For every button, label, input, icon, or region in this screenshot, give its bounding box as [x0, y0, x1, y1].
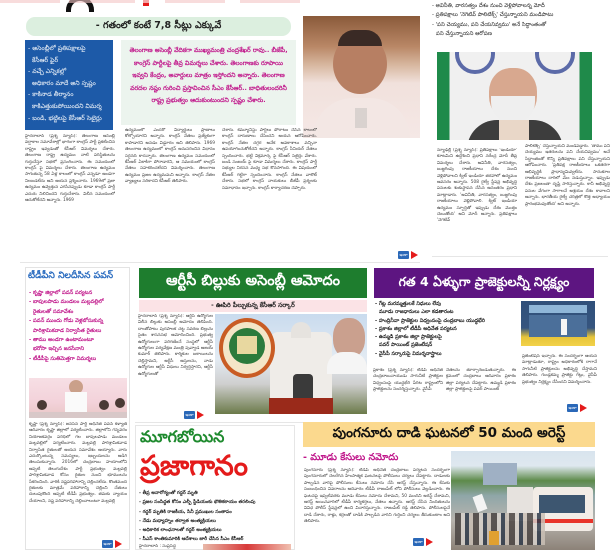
kcr-bullet: అధికారం మాదే అని స్పష్టం: [32, 79, 96, 87]
play-icon: [115, 540, 122, 548]
punganur-more-button[interactable]: [413, 537, 435, 547]
kcr-bullet: - కాకినాడ తీర్మానం: [28, 91, 74, 99]
projects-bullet: పవర్ పాయింట్ ప్రజెంటేషన్: [379, 342, 433, 349]
projects-bullet: - హంద్రినీవా ప్రాజెక్టుల విధ్వంసంపై చంద్రబాబు యుద్ధభేరి: [375, 317, 485, 324]
kcr-bullet: కాకిఎత్తుకుపోయిందని విమర్శ: [32, 102, 102, 110]
more-label: ఇంకా: [399, 252, 408, 257]
projects-bullet: - గేట్ల మరమ్మత్తులకే నిధులు లేవు: [375, 301, 442, 307]
modi-body-col1: న్యూఢిల్లీ (ప్రశ్న న్యూస్): ప్రతిపక్షాలు 'ఇండియా' కూటమిని ఉద్దేశించి ప్రధాని నరేంద్ర మోదీ తీవ్ర విమర్శలు చేశారు. అవినీతి, వారసత్వం, బుజ్జగింపు రాజకీయాలు దేశం నుంచి వెళ్లిపోవాలని క్విట్ ఇండియా తరహాలో ఉద్యమం అవసరం అన్నారు. 508 రైల్వే స్టేషన్ల అభివృద్ధి పనులకు శంకుస్థాపన చేసిన అనంతరం ప్రధాని మాట్లాడారు. 'అవినీతి, వారసత్వం, బుజ్జగింపు రాజకీయాలు వెళ్లిపోవాలి. క్విట్ ఇండియా ఉద్యమం స్ఫూర్తితో ఇప్పుడు దేశం మొత్తం చెబుతోంది' అని మోదీ అన్నారు. ప్రతిపక్షాలు 'నెగెటివ్: [437, 148, 517, 224]
pawan-bullet: భరోసా ఇచ్చిన జనసేనాని: [33, 346, 85, 353]
kcr-bullet: - అసెంబ్లీలో ప్రతిపక్షాలపై: [28, 45, 86, 52]
pawan-bullet: - బాపులపాడు మండలం మల్లవల్లిలో: [29, 299, 104, 306]
play-icon: [197, 411, 204, 419]
gaddar-bullets: [139, 489, 293, 545]
rtc-headline: ఆర్టీసీ బిల్లుకు అసెంబ్లీ ఆమోదం: [165, 273, 341, 289]
kcr-summary-box: [121, 40, 296, 125]
modi-bullets: [432, 2, 615, 52]
projects-bullet: - ప్రకాశం జిల్లాలో టీడీపీ అధినేత పర్యటన: [375, 325, 457, 332]
play-icon: [411, 251, 418, 259]
rtc-subhead: - ఊపిరి పీల్చుకున్న కేసీఆర్ సర్కార్: [211, 302, 295, 309]
more-label: ఇంకా: [414, 539, 423, 544]
rtc-body: హైదరాబాద్ (ప్రశ్న న్యూస్): ఆర్టీసీ ఉద్యోగుల విలీన బిల్లుకు అసెంబ్లీ ఆమోదం తెలిపింది. దాంతోపాటు పురపాలక చట్ట సవరణ బిల్లును సైతం శాసనసభ ఆమోదించింది. ప్రభుత్వ ఉద్యోగులుగా పరిగణించే సంస్థలో ఆర్టీసీ ఉద్యోగుల పర్యవేక్షణ మంత్రి పువ్వాడ అజయ్ కుమార్ తెలిపారు. కార్మికుల బకాయిలను చెల్లిస్తామని, ఆర్టీసీ ఆస్తులను, నాడు ఉద్యోగుల ఆర్టీసీ విధులు నిర్వర్తిస్తారని, ఆర్టీసీ ఉద్యోగులతో: [138, 314, 213, 377]
punganur-subhead: - మూడు కేసులు నమోదు: [303, 452, 399, 463]
modi-bullet: పని చేస్తున్నాయని ఆరోపణ: [436, 31, 492, 38]
pawan-bullet: పారిశ్రామికవాడ నిర్వాసిత రైతులు: [33, 327, 102, 334]
pawan-headline: టీడీపీని నిలదీసిన పవన్: [28, 270, 114, 281]
punganur-headline-band: [303, 422, 595, 447]
divider: [432, 256, 608, 257]
gaddar-bullet: - ప్రజల సంసిద్ధత కోసం ఎల్బీ స్టేడియంకు భౌతికకాయం తరలింపు: [139, 500, 256, 506]
kcr-body-col2: ఉద్యమంలో ఎందరో విద్యార్థులు ప్రాణాలు కోల్పోయారని అన్నారు. కాంగ్రెస్ నేతలు ప్రత్యేకంగా కాపాడారని అనడం విడ్డూరం అని తెలిపారు. 1969 తెలంగాణ ఉద్యమంలో కాంగ్రెస్ అనుసరించిన విధానం సరైనది కాదన్నారు. తెలంగాణ ఉద్యమం సమయంలో కేసీఆర్ ఏకాకిగా పోరాడారని, ఆ సమయంలో కాంగ్రెస్ నేతలు సహకరించలేదని విమర్శించారు. తెలంగాణ ఉద్యమం ప్రజల ఉద్యమమని అన్నారు. కాంగ్రెస్ నేతల వ్యాఖ్యలు సరికాదని కేసీఆర్ తెలిపారు.: [125, 128, 215, 185]
kcr-bullet-box: [25, 40, 113, 130]
projects-body-col3: ప్రజెంటేషన్ ఇచ్చారు. ఈ సందర్భంగా ఆయన మాట్లాడుతూ, రాష్ట్రం అధికారంలోకి రాగానే సాగునీటి ప్రాజెక్టులను అభివృద్ధి చేస్తామని తెలిపారు. గుండ్లకమ్మ ప్రాజెక్టు గేట్లు, వైసీపీ ప్రభుత్వం నిర్లక్ష్యం చేసిందని విమర్శించారు.: [522, 354, 597, 385]
more-label: ఇంకా: [568, 405, 577, 410]
gaddar-bullet: - సీఎస్ శాంతికుమారికి ఆదేశాలు జారీ చేసిన సీఎం కేసీఆర్: [139, 537, 244, 543]
projects-bullet: మూడు రాజధానులు ఎలా కడతారంట: [379, 309, 454, 316]
punganur-body: పుంగనూరు (ప్రశ్న న్యూస్): టీడీపీ అధినేత చంద్రబాబు పర్యటన సందర్భంగా పుంగనూరులో చెలరేగిన హింసాత్మక ఘటనలపై పోలీసులు చర్యలు చేపట్టారు. దాడులకు పాల్పడిన వారిపై పోలీసులు కేసులు నమోదు చేసి అరెస్ట్ చేస్తున్నారు. ఈ కేసుకు సంబంధించిన వివరాలను ఆదివారం టీడీపీ రాజంపేట్ లోని పోలీసులు వెల్లడించారు. ఈ ఘటనపై ఇప్పటివరకు మూడు కేసులు నమోదు చేశామని, 50 మందిని అరెస్ట్ చేశామని, అరెస్ట్ అయినవారిలో టీడీపీ కార్యకర్తలు, నేతలు ఉన్నారు. అరెస్ట్ చేసిన నిందితులను వివిధ పోలీస్ స్టేషన్లలో ఉంచి విచారిస్తున్నారు. రాజంపేట్ రెడ్డి తెలిపారు. పోలీసులపైనే దాడి చేశారు, రాళ్లు, కర్రలతో దాడికి పాల్పడిన వారిని గుర్తించి చర్యలు తీసుకుంటాం అని తెలిపారు.: [304, 468, 450, 525]
pawan-more-button[interactable]: [102, 539, 124, 549]
pawan-body: కృష్ణా (ప్రశ్న న్యూస్): జనసేన పార్టీ అధినేత పవన్ కళ్యాణ్ ఆదివారం కృష్ణా జిల్లాలో పర్యటించారు. జిల్లాలోని గన్నవరం నియోజకవర్గం పరిధిలో గల బాపులపాడు మండలం మల్లవల్లిలో పర్యటించారు. మల్లవల్లి పారిశ్రామికవాడ నిర్వాసిత రైతులతో ఆయన సమావేశం అయ్యారు. వారు ఎదుర్కొంటున్న సమస్యలు, ఇబ్బందులను అడిగి తెలుసుకున్నారు. 2016లో చంద్రబాబు హయాంలోని అప్పటి తెలుగుదేశం పార్టీ ప్రభుత్వం మల్లవల్లి పారిశ్రామికవాడ కోసం రైతుల నుంచి భూములను సేకరించింది. వారికి నష్టపరిహారాన్ని చెల్లించలేదు. కొంతమంది రైతులకు మాత్రమే పరిహారాన్ని చెల్లించి చేతులు దులుపుకొంది అప్పటి టీడీపీ ప్రభుత్వం. తమకు న్యాయం చేయాలని, నష్ట పరిహారాన్ని చెల్లించాలంటూ మల్లవల్లి: [29, 422, 127, 504]
projects-bullet: - వైసీపీ సర్కారుపై విమర్శనాస్త్రాలు: [375, 350, 442, 357]
gaddar-bullet: - అధికారిక లాంఛనాలతో గద్దర్ అంత్యక్రియలు: [139, 528, 222, 534]
kcr-photo: [303, 16, 420, 138]
rtc-subhead-band: [139, 300, 367, 312]
pawan-bullets: [29, 289, 129, 364]
rtc-more-button[interactable]: [184, 410, 206, 420]
gaddar-bullet: - గద్దర్ మృతికి రాజకీయ, సినీ ప్రముఖుల సంతాపం: [139, 509, 232, 515]
divider: [20, 262, 420, 263]
rtc-headline-band: [139, 268, 367, 298]
pawan-bullet: - పవన్ ముందు గోడు వెళ్లబోసుకున్న: [29, 318, 104, 325]
gaddar-photo: [203, 544, 291, 550]
kcr-body-col1: హైదరాబాద్ (ప్రశ్న న్యూస్): తెలంగాణ అసెంబ్లీ వర్షాకాల సమావేశాల్లో భాగంగా కాంగ్రెస్ పార్టీ ప్రకటించిన రాష్ట్రం ఇవ్వడంతో కేసీఆర్ విమర్శలు చేశారు. తెలంగాణ రాష్ట్ర ఉద్యమం నాటి పరిస్థితులను గుర్తుచేస్తూ సభలో ప్రసంగించారు. ఈ సమయంలో కాంగ్రెస్ పై విమర్శలు చేశారు. తెలంగాణ ఉద్యమం సాగుతున్న 58 ఏళ్ల కాలంలో కాంగ్రెస్ ఎన్నడూ అండగా నిలబడలేదు అని ఆయన ప్రశ్నించారు. 1969లో ప్రజా ఉద్యమం ఉవ్వెత్తున ఎగసినప్పుడు కూడా కాంగ్రెస్ పార్టీ ఎదురు నిలిచిందని గుర్తుచేశారు. విలీన సమయంలో ఆదుకోలేదని అన్నారు. 1969: [25, 134, 115, 204]
projects-headline-band: [374, 268, 594, 298]
projects-photo: [521, 301, 595, 346]
pawan-bullet: - తాము అండగా ఉంటామంటూ: [29, 337, 94, 344]
modi-bullet: - అవినీతి, వారసత్వం దేశం నుంచి వెళ్లిపోవాలన్న మోదీ: [432, 3, 545, 9]
play-icon: [580, 404, 587, 412]
pawan-photo: [29, 378, 127, 418]
gaddar-bullet: - తీవ్ర అనారోగ్యంతో గద్దర్ మృతి: [139, 491, 198, 496]
modi-bullet: - 'పని చెయ్యము, పని చేయనివ్వము' అనే సిద్ధాంతంతో: [432, 21, 547, 28]
modi-photo: [437, 52, 592, 140]
punganur-photo: [451, 451, 595, 550]
modi-body-col2: పాలిటిక్స్' చేస్తున్నాయని మండిపడ్డారు. 'తాము పని చెయ్యము ఇతరులను పని చేయనివ్వము' అనే సిద్ధాంతంతో కొన్ని ప్రతిపక్షాలు పని చేస్తున్నాయని ఆరోపించారు. 'ప్రతిపక్ష రాజకీయాలు ఒకతరగా అభివృద్ధికి ప్రాధాన్యమివ్వలేదు. సానుకూల రాజకీయాలు దారిలో మేం నడుస్తున్నాం. ఇప్పుడు దేశం ప్రజలంతా దృష్టి సారిస్తున్నారు. కానీ అభివృద్ధి పనుల వేగంగా సాగాలనే ఆశ్రయం దేశం కావాలని అన్నారు. భారతీయ రైల్వే చరిత్రలో కొత్త అధ్యాయం ప్రారంభమవుతోంది' అని అన్నారు.: [525, 144, 610, 207]
rtc-assembly-photo: [215, 314, 367, 414]
pawan-bullet: - టీడీపీపై సుతిమెత్తగా విమర్శలు: [29, 355, 97, 362]
kcr-bullet: - వచ్చే ఎన్నికల్లో: [28, 68, 67, 76]
kcr-subhead-band: [26, 17, 291, 36]
projects-more-button[interactable]: [567, 403, 589, 413]
projects-headline: గత 4 ఏళ్ళుగా ప్రాజెక్టులన్నీ నిర్లక్ష్యం: [398, 273, 570, 289]
pawan-bullet: - కృష్ణా జిల్లాలో పవన్ పర్యటన: [29, 290, 93, 296]
kcr-bullet: - బండి, భట్టిలపై కేసీఆర్ సెటైర్లు: [28, 114, 102, 122]
gaddar-body-start: హైదరాబాద్ : సుప్రసిద్ధ: [139, 544, 176, 549]
kcr-more-button[interactable]: [398, 250, 420, 260]
more-label: ఇంకా: [185, 412, 194, 417]
kcr-subhead: - గతంలో కంటే 7,8 సీట్లు ఎక్కువే: [95, 20, 222, 31]
play-icon: [426, 538, 433, 546]
kcr-body-col3: చేశారు. కమ్యూనిస్టు పార్టీలు పోరాటం చేసిన కాలంలో కాంగ్రెస్ దారుణాలు చేసిందని ఆయన ఆరోపించారు. కాంగ్రెస్ నేతల దగ్గర అనేక అవకాశాలు వచ్చినా ఉపయోగించుకోలేదని అన్నారు. కాంగ్రెస్ సీనియర్ నేతలు స్పందించారు. భట్టి విక్రమార్క పై కేసీఆర్ సెటైర్లు వేశారు. బండి సంజయ్ పై కూడా విమర్శలు చేశారు. కాంగ్రెస్ పార్టీ సభ్యుల నిరసన మధ్య సభ కొనసాగింది. ఈ విషయంలో కేసీఆర్ గట్టిగా స్పందించారు. కాంగ్రెస్ నేతలు వాకౌట్ చేశారు. సభలో కాంగ్రెస్ నాయకులు బీజేపీ ప్రశ్నలకు సమాధానం ఇచ్చారు. కాంగ్రెస్ కార్యాచరణ చెప్పారు.: [222, 128, 317, 191]
projects-bullet: - ఉమ్మడి ప్రకాశం జిల్లా ప్రాజెక్టులపై: [375, 334, 442, 341]
projects-body-col1: ప్రకాశం (ప్రశ్న న్యూస్): టీడీపీ అధినేత చంద్రబాబునాయుడు సాగునీటి ప్రాజెక్టుల విధ్వంసంపై యుద్ధభేరి పేరిట రాష్ట్రంలోని ప్రాజెక్టులను సందర్శిస్తున్నారు. వైసీపీ: [373, 368, 443, 393]
pawan-bullet: రైతులతో సమావేశం: [33, 308, 74, 315]
modi-bullet: - ప్రతిపక్షాలు 'నెగెటివ్ పాలిటిక్స్' చేస్తున్నాయని మండిపాటు: [432, 12, 554, 19]
projects-body-col2: నేతలను తూర్పారబడుతున్నారు. ఈ క్రమంలో చంద్రబాబు ఆదివారం ప్రకాశం జిల్లా పర్యటన చేపట్టారు. ఉమ్మడి ప్రకాశం జిల్లా ప్రాజెక్టులపై పవర్ పాయింట్: [446, 368, 516, 393]
gaddar-headline-line2: ప్రజాగానం: [140, 449, 248, 482]
kcr-summary: తెలంగాణ అసెంబ్లీ వేదికగా ముఖ్యమంత్రి చంద్రశేఖర్ రావు.. బీజేపీ, కాంగ్రెస్ పార్టీలపై తీవ్ర విమర్శలు చేశారు. తెలంగాణకు రూపాయి ఇవ్వని కేంద్రం, అవార్డులు మాత్రం ఇస్తోందని అన్నారు. తెలంగాణ వరదల నష్టం గురించి ప్రస్తావించిన సీఎం కేసీఆర్.. బాధితులందరినీ రాష్ట్ర ప్రభుత్వం ఆదుకుంటుందని స్పష్టం చేశారు.: [129, 47, 288, 104]
top-headline-fragment: [0, 0, 300, 16]
gaddar-bullet: - నేడు మధ్యాహ్నం తర్వాత అంత్యక్రియలు: [139, 518, 216, 524]
more-label: ఇంకా: [103, 541, 112, 546]
gaddar-headline-line1: మూగబోయిన: [140, 427, 225, 446]
projects-bullets: [375, 300, 525, 358]
punganur-headline: పుంగనూరు దాడి ఘటనలో 50 మంది అరెస్ట్: [332, 425, 566, 441]
kcr-bullet: కేసీఆర్ ఫైర్: [32, 56, 59, 64]
